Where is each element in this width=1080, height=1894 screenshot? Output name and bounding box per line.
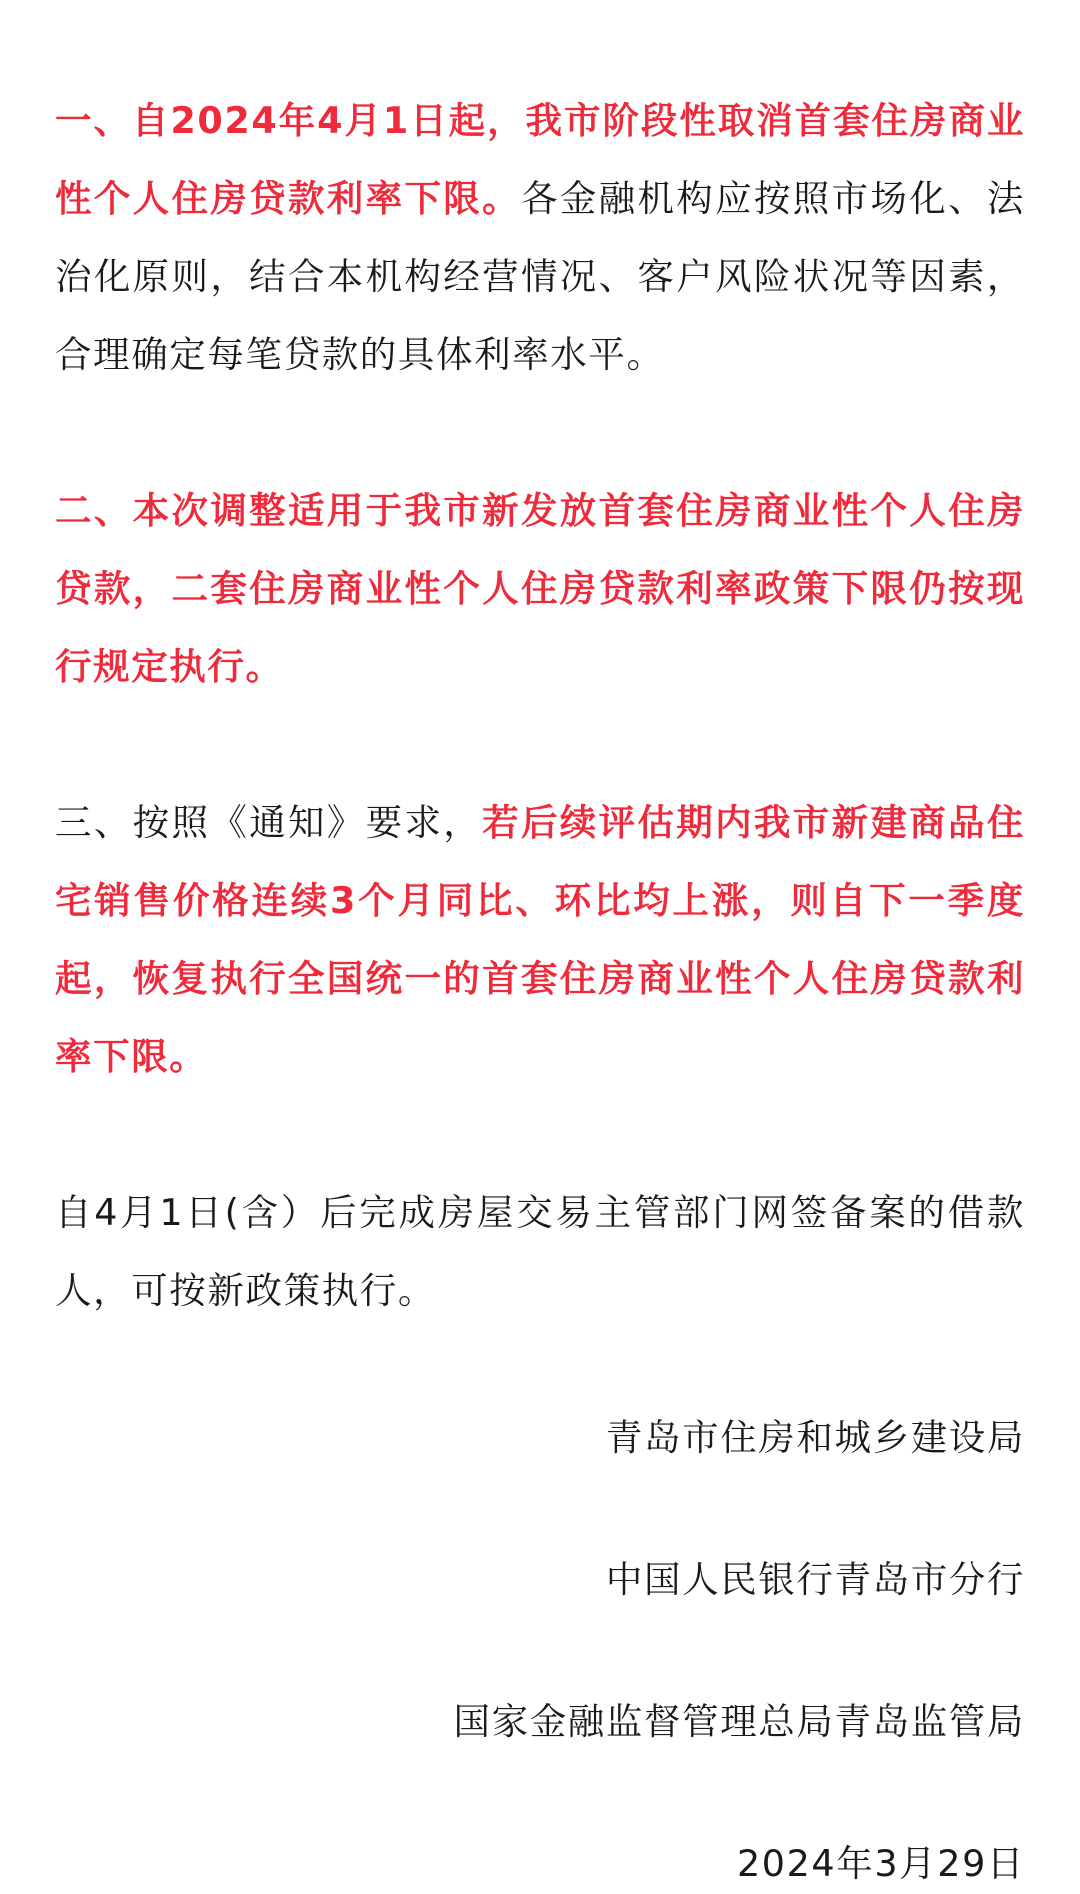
paragraph-2	[55, 472, 1025, 706]
paragraph-2-highlight: 二、本次调整适用于我市新发放首套住房商业性个人住房贷款，二套住房商业性个人住房贷款利率政策下限仍按现行规定执行。	[55, 489, 1025, 688]
paragraph-4	[55, 1174, 1025, 1330]
signature-pboc-branch: 中国人民银行青岛市分行	[605, 1558, 1025, 1601]
paragraph-3-intro: 三、按照《通知》要求，	[55, 801, 483, 844]
paragraph-1-highlight: 一、自2024年4月1日起，我市阶段性取消首套住房商业性个人住房贷款利率下限。	[55, 99, 1025, 220]
signature-nfra-bureau: 国家金融监督管理总局青岛监管局	[453, 1700, 1025, 1743]
notice-document	[55, 82, 1025, 1894]
paragraph-1-body: 各金融机构应按照市场化、法治化原则，结合本机构经营情况、客户风险状况等因素，合理确定每笔贷款的具体利率水平。	[55, 177, 1025, 376]
signature-date: 2024年3月29日	[736, 1842, 1025, 1885]
signature-housing-bureau: 青岛市住房和城乡建设局	[605, 1416, 1025, 1459]
paragraph-1	[55, 82, 1025, 394]
paragraph-3	[55, 784, 1025, 1096]
paragraph-4-body: 自4月1日(含）后完成房屋交易主管部门网签备案的借款人，可按新政策执行。	[55, 1191, 1025, 1312]
paragraph-3-highlight: 若后续评估期内我市新建商品住宅销售价格连续3个月同比、环比均上涨，则自下一季度起，恢复执行全国统一的首套住房商业性个人住房贷款利率下限。	[55, 801, 1025, 1078]
